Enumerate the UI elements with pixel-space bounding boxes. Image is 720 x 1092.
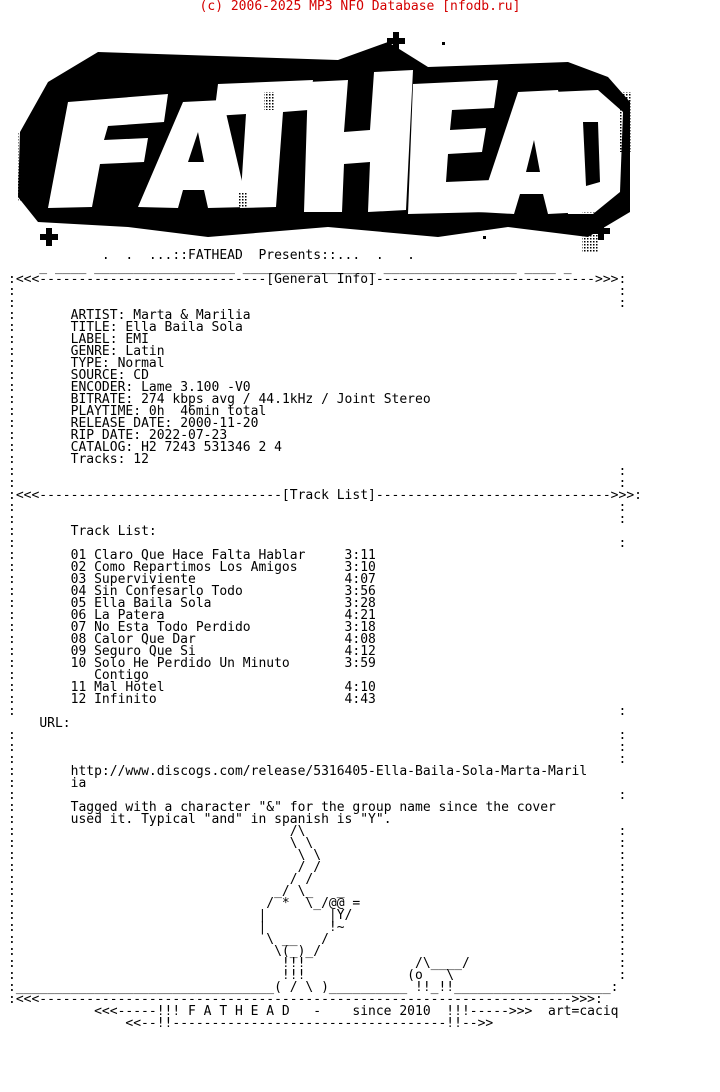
track-row: : 06 La Patera 4:21	[8, 608, 376, 623]
section-tracks: Track List	[289, 488, 369, 503]
nfo-text: . . ...::FATHEAD Presents::... . . _ ____ __________________ _________________ _________________ ____ _ :<<<-----------------------------[General Info]---------------------------->>>: : : : : : ARTIST: Marta & Marilia : TITLE: Ella Baila Sola : LABEL: EMI : GENRE: Latin : TYPE: Normal : SOURCE: CD : ENCODER: Lame 3.100 -V0 : BITRATE: 274 kbps avg / 44.1kHz / Joint Stereo : PLAYTIME: 0h 46min total : RELEASE DATE: 2000-11-20 : RIP DATE: 2022-07-23 : CATALOG: H2 7243 531346 2 4 : Tracks: 12 : : : : :<<<-------------------------------[Track List]------------------------------>>>: : : : : : Track List: : : : 01 Claro Que Hace Falta Hablar 3:11 : 02 Como Repartimos Los Amigos 3:10 : 03 Superviviente 4:07 : 04 Sin Confesarlo Todo 3:56 : 05 Ella Baila Sola 3:28 : 06 La Patera 4:21 : 07 No Esta Todo Perdido 3:18 : 08 Calor Que Dar 4:08 : 09 Seguro Que Si 4:12 : 10 Solo He Perdido Un Minuto 3:59 : Contigo : 11 Mal Hotel 4:10 : 12 Infinito 4:43 : : URL: : : : : : : : http://www.discogs.com/release/5316405-Ella-Baila-Sola-Marta-Maril : ia : : : Tagged with a character "&" for the group name since the cover : used it. Typical "and" in spanish is "Y". : /\ : : \ \ : : \ \ : : / / : : / / : : _/ \_ _ : : / * \_/@@ = : : | |Y/ : : | !~ : : \ __ / : : \(_)_/ : : !!! /\____/ : : !!! (o \ : :_________________________________( / \ )__________ !!_!!____________________: :<<<-------------------------------------------------------------------->>>: <<<-----!!! F A T H E A D - since 2010 !!!----->>> art=caciq <<--!!-----------------------------------!!-->>	[8, 248, 642, 1031]
track-list	[8, 548, 376, 707]
track-row: : 11 Mal Hotel 4:10	[8, 680, 376, 695]
track-row: : 02 Como Repartimos Los Amigos 3:10	[8, 560, 376, 575]
note-line-2: used it. Typical "and" in spanish is "Y".	[70, 812, 392, 827]
url-line-1[interactable]: http://www.discogs.com/release/5316405-Ella-Baila-Sola-Marta-Maril	[70, 764, 588, 779]
track-list-heading: Track List:	[70, 524, 157, 539]
footer-line-2: <<--!!-----------------------------------!!-->>	[125, 1016, 494, 1031]
footer-art-credit: art=caciq	[548, 1004, 619, 1019]
track-row: : 12 Infinito 4:43	[8, 692, 376, 707]
presents-text: . . ...::FATHEAD Presents::... . .	[101, 248, 415, 263]
info-source: SOURCE: CD	[70, 368, 149, 383]
track-row: : 05 Ella Baila Sola 3:28	[8, 596, 376, 611]
track-row: : 07 No Esta Todo Perdido 3:18	[8, 620, 376, 635]
info-encoder: ENCODER: Lame 3.100 -V0	[70, 380, 251, 395]
section-general: General Info	[274, 272, 369, 287]
info-genre: GENRE: Latin	[70, 344, 165, 359]
track-row: : 01 Claro Que Hace Falta Hablar 3:11	[8, 548, 376, 563]
info-rip-date: RIP DATE: 2022-07-23	[70, 428, 228, 443]
info-title: TITLE: Ella Baila Sola	[70, 320, 243, 335]
url-line-2: ia	[70, 776, 87, 791]
url-label: URL:	[39, 716, 71, 731]
track-row: : 10 Solo He Perdido Un Minuto 3:59 : Contigo	[8, 656, 376, 683]
info-bitrate: BITRATE: 274 kbps avg / 44.1kHz / Joint Stereo	[70, 392, 431, 407]
info-artist: ARTIST: Marta & Marilia	[70, 308, 251, 323]
track-row: : 04 Sin Confesarlo Todo 3:56	[8, 584, 376, 599]
presents-line	[8, 248, 102, 263]
note-line-1: Tagged with a character "&" for the group name since the cover	[70, 800, 556, 815]
copyright-banner: (c) 2006-2025 MP3 NFO Database [nfodb.ru]	[199, 0, 521, 14]
footer-line-1: <<<-----!!! F A T H E A D - since 2010 !!!----->>>	[94, 1004, 533, 1019]
track-row: : 03 Superviviente 4:07	[8, 572, 376, 587]
info-tracks: Tracks: 12	[70, 452, 149, 467]
fathead-logo	[8, 22, 638, 252]
info-playtime: PLAYTIME: 0h 46min total	[70, 404, 267, 419]
track-row: : 09 Seguro Que Si 4:12	[8, 644, 376, 659]
info-label: LABEL: EMI	[70, 332, 149, 347]
info-type: TYPE: Normal	[70, 356, 165, 371]
track-row: : 08 Calor Que Dar 4:08	[8, 632, 376, 647]
info-catalog: CATALOG: H2 7243 531346 2 4	[70, 440, 282, 455]
info-release-date: RELEASE DATE: 2000-11-20	[70, 416, 259, 431]
